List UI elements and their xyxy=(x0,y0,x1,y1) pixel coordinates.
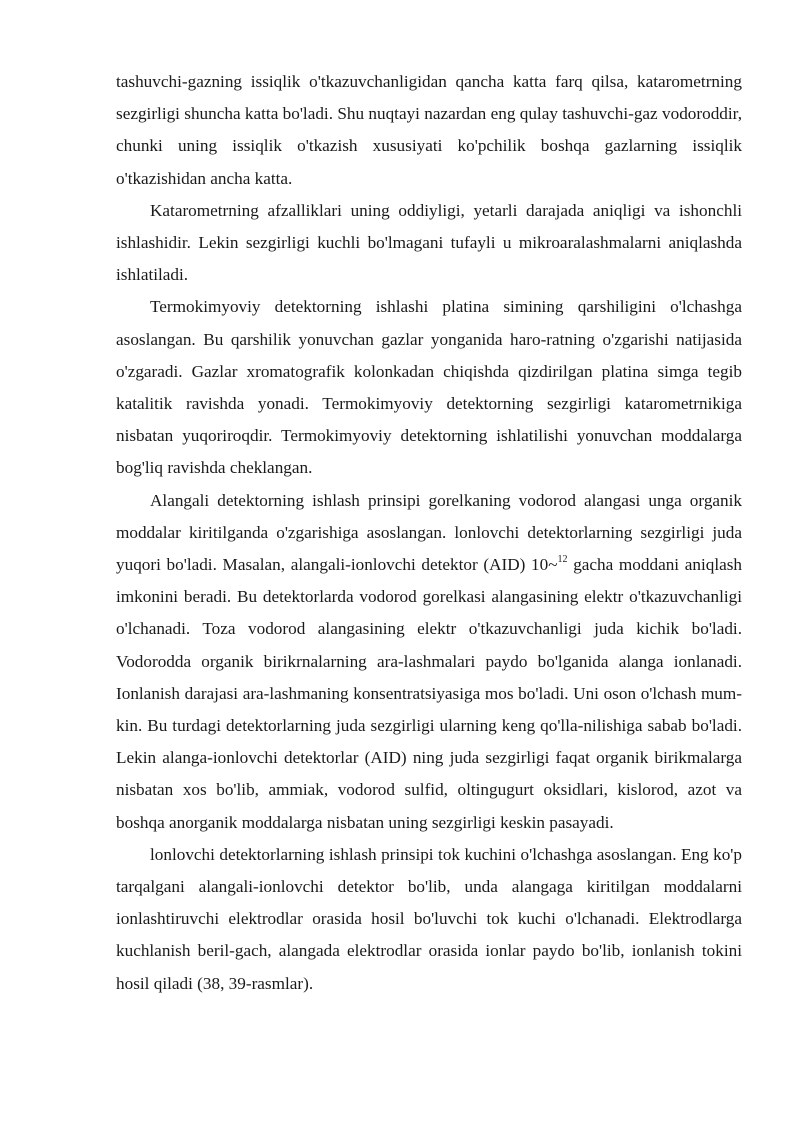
paragraph-ionization-detector: lonlovchi detektorlarning ishlash prinsipi tok kuchini o'lchashga asoslangan. Eng ko'p tarqalgani alangali-ionlovchi detektor bo'lib, unda alangaga kiritilgan moddalarni ionlashtiruvchi elektrodlar orasida hosil bo'luvchi tok kuchi o'lchanadi. Elektrodlarga kuchlanish beril-gach, alangada elektrodlar orasida ionlar paydo bo'lib, ionlanish tokini hosil qiladi (38, 39-rasmlar). xyxy=(116,844,742,993)
paragraph-thermal-conductivity-continuation: tashuvchi-gazning issiqlik o'tkazuvchanligidan qancha katta farq qilsa, katarometrning sezgirligi shuncha katta bo'ladi. Shu nuqtayi nazardan eng qulay tashuvchi-gaz vodoroddir, chunki uning issiqlik o'tkazish xususiyati ko'pchilik boshqa gazlarning issiqlik o'tkazishidan ancha katta. xyxy=(116,72,742,188)
document-page xyxy=(116,66,742,1000)
paragraph-flame-detector-part-2: gacha moddani aniqlash imkonini beradi. Bu detektorlarda vodorod gorelkasi alangasining elektr o'tkazuvchanligi o'lchanadi. Toza vodorod alangasining elektr o'tkazuvchanligi juda kichik bo'ladi. Vodorodda organik birikrnalarning ara-lashmalari paydo bo'lganida alanga ionlanadi. Ionlanish darajasi ara-lashmaning konsentratsiyasiga mos bo'ladi. Uni oson o'lchash mum-kin. Bu turdagi detektorlarning juda sezgirligi ularning keng qo'lla-nilishiga sabab bo'ladi. Lekin alanga-ionlovchi detektorlar (AID) ning juda sezgirligi faqat organik birikmalarga nisbatan xos bo'lib, ammiak, vodorod sulfid, oltingugurt oksidlari, kislorod, azot va boshqa anorganik moddalarga nisbatan uning sezgirligi keskin pasayadi. xyxy=(116,555,742,832)
paragraph-katarometr-advantages: Katarometrning afzalliklari uning oddiyligi, yetarli darajada aniqligi va ishonchli ishlashidir. Lekin sezgirligi kuchli bo'lmagani tufayli u mikroaralashmalarni aniqlashda ishlatiladi. xyxy=(116,200,742,285)
paragraph-flame-detector-part-1: Alangali detektorning ishlash prinsipi gorelkaning vodorod alangasi unga organik moddalar kiritilganda o'zgarishiga asoslangan. lonlovchi detektorlarning sezgirligi juda yuqori bo'ladi. Masalan, alangali-ionlovchi detektor (AID) 10~ xyxy=(116,490,742,575)
paragraph-thermochemical-detector: Termokimyoviy detektorning ishlashi platina simining qarshiligini o'lchashga asoslangan. Bu qarshilik yonuvchan gazlar yonganida haro-ratning o'zgarishi natijasida o'zgaradi. Gazlar xromatografik kolonkadan chiqishda qizdirilgan platina simga tegib katalitik ravishda yonadi. Termokimyoviy detektorning sezgirligi katarometrnikiga nisbatan yuqoriroqdir. Termokimyoviy detektorning ishlatilishi yonuvchan moddalarga bog'liq ravishda cheklangan. xyxy=(116,297,742,478)
exponent-superscript: 12 xyxy=(557,554,568,566)
paragraph-flame-detector xyxy=(116,485,742,839)
